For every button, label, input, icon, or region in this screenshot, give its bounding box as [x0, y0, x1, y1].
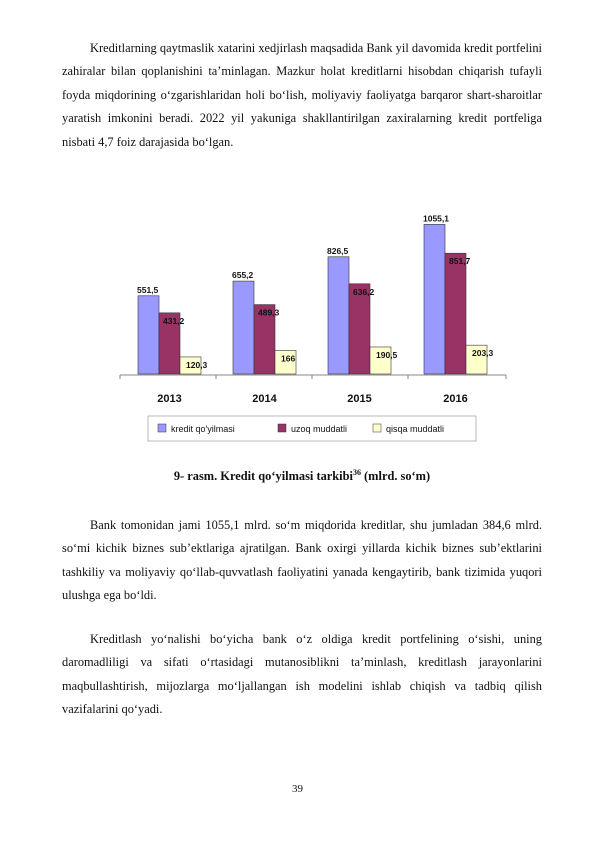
figure-caption [62, 468, 542, 484]
paragraph-1: Kreditlarning qaytmaslik xatarini xedjirlash maqsadida Bank yil davomida kredit portfelini zahiralar bilan qoplanishini ta’minlagan. Mazkur holat kreditlarni hisobdan chiqarish tufayli foyda miqdorining o‘zgarishlaridan holi bo‘lish, moliyaviy faoliyatga barqaror shart-sharoitlar yaratish imkonini beradi. 2022 yil yakuniga shakllantirilgan zaxiralarning kredit portfeliga nisbati 4,7 foiz darajasida bo‘lgan. [62, 41, 542, 149]
value-label-2013-3: 120,3 [186, 359, 208, 370]
bar-2013-1 [138, 296, 159, 374]
x-tick-label-2014: 2014 [252, 393, 277, 405]
bar-2015-1 [328, 257, 349, 374]
caption-footnote-ref: 36 [352, 468, 361, 477]
x-tick-label-2016: 2016 [443, 393, 468, 405]
bar-2016-1 [424, 224, 445, 374]
bar-chart [118, 196, 510, 446]
page-number: 39 [292, 783, 303, 795]
legend-swatch-3 [373, 424, 381, 432]
value-label-2015-2: 636,2 [353, 286, 375, 297]
value-label-2016-3: 203,3 [472, 348, 494, 359]
caption-unit: (mlrd. so‘m) [360, 469, 431, 484]
legend-label-2: uzoq muddatli [291, 424, 348, 434]
value-label-2016-2: 851,7 [449, 256, 471, 267]
caption-text: 9- rasm. Kredit qo‘yilmasi tarkibi [173, 469, 353, 484]
chart-legend [148, 416, 476, 441]
value-label-2015-3: 190,5 [376, 349, 398, 360]
legend-swatch-2 [278, 424, 286, 432]
paragraph-3: Kreditlash yo‘nalishi bo‘yicha bank o‘z oldiga kredit portfelining o‘sishi, uning daromadliligi va sifati o‘rtasidagi mutanosiblikni ta’minlash, kreditlash jarayonlarini maqbullashtirish, mijozlarga mo‘ljallangan ish modelini ishlab chiqish va tadbiq qilish vazifalarini qo‘yadi. [62, 632, 542, 717]
legend-swatch-1 [158, 424, 166, 432]
bar-2014-1 [233, 281, 254, 374]
x-tick-label-2013: 2013 [157, 393, 182, 405]
value-label-2013-1: 551,5 [137, 284, 159, 295]
bar-2015-2 [349, 284, 370, 374]
paragraph-2: Bank tomonidan jami 1055,1 mlrd. so‘m miqdorida kreditlar, shu jumladan 384,6 mlrd. so‘mi kichik biznes sub’ektlariga ajratilgan. Bank oxirgi yillarda kichik biznes sub’ektlarini tashkiliy va moliyaviy qo‘llab-quvvatlash faoliyatini yanada kengaytirib, bank tizimida yuqori ulushga ega bo‘ldi. [62, 518, 542, 603]
value-label-2016-1: 1055,1 [423, 213, 449, 224]
legend-label-3: qisqa muddatli [386, 424, 445, 434]
legend-label-1: kredit qo'yilmasi [171, 424, 235, 434]
value-label-2015-1: 826,5 [327, 245, 349, 256]
value-label-2013-2: 431,2 [163, 315, 185, 326]
value-label-2014-2: 489,3 [258, 307, 280, 318]
bar-2016-2 [445, 253, 466, 374]
value-label-2014-1: 655,2 [232, 270, 254, 281]
x-tick-label-2015: 2015 [347, 393, 372, 405]
value-label-2014-3: 166 [281, 353, 296, 364]
